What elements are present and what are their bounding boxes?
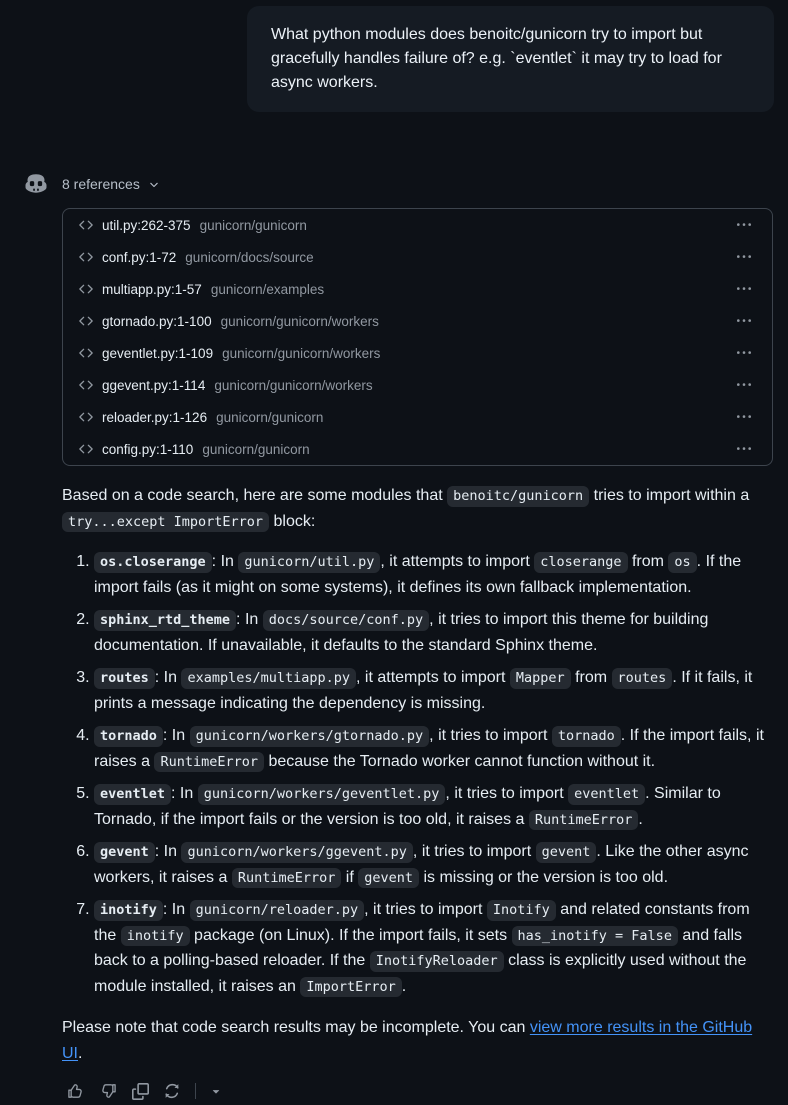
reference-kebab-button[interactable]: [732, 405, 756, 429]
reference-file: gtornado.py:1-100: [102, 313, 212, 329]
inline-code: routes: [94, 668, 155, 689]
reference-row[interactable]: [63, 241, 772, 273]
kebab-icon: [737, 250, 751, 264]
code-icon: [79, 410, 93, 424]
answer-list-item: 5. eventlet : In gunicorn/workers/geventlet.py , it tries to import eventlet . Similar to Tornado, if the import fails or the version is too old, it raises a RuntimeError .: [94, 781, 773, 832]
inline-code: tornado: [552, 726, 621, 747]
inline-code: docs/source/conf.py: [263, 610, 429, 631]
assistant-response: [0, 172, 788, 1105]
inline-code: gunicorn/workers/gtornado.py: [190, 726, 430, 747]
triangle-down-icon: [209, 1084, 223, 1098]
answer-intro: Based on a code search, here are some modules that benoitc/gunicorn tries to import within a try...except ImportError block:: [62, 483, 773, 534]
inline-code: benoitc/gunicorn: [447, 486, 589, 507]
reference-repo: gunicorn/gunicorn: [202, 441, 310, 457]
code-icon: [79, 218, 93, 232]
reference-file: multiapp.py:1-57: [102, 281, 202, 297]
retry-button[interactable]: [158, 1077, 186, 1105]
reference-row[interactable]: [63, 209, 772, 241]
user-message-text: What python modules does benoitc/gunicorn try to import but gracefully handles failure of? e.g. `eventlet` it may try to load for async workers.: [271, 26, 722, 91]
kebab-icon: [737, 346, 751, 360]
inline-code: eventlet: [94, 784, 171, 805]
copy-icon: [132, 1083, 149, 1100]
reference-kebab-button[interactable]: [732, 213, 756, 237]
thumbs-down-button[interactable]: [94, 1077, 122, 1105]
answer-list-item: 1. os.closerange : In gunicorn/util.py , it attempts to import closerange from os . If the import fails (as it might on some systems), it defines its own fallback implementation.: [94, 549, 773, 600]
user-message-row: [0, 0, 788, 112]
code-icon: [79, 378, 93, 392]
reference-row[interactable]: [63, 305, 772, 337]
thumbs-up-button[interactable]: [62, 1077, 90, 1105]
answer-list-item: 3. routes : In examples/multiapp.py , it attempts to import Mapper from routes . If it fails, it prints a message indicating the dependency is missing.: [94, 665, 773, 716]
reference-repo: gunicorn/gunicorn: [199, 217, 307, 233]
inline-code: sphinx_rtd_theme: [94, 610, 236, 631]
kebab-icon: [737, 314, 751, 328]
inline-code: gevent: [94, 842, 155, 863]
reference-file: util.py:262-375: [102, 217, 191, 233]
answer-list-item: 6. gevent : In gunicorn/workers/ggevent.py , it tries to import gevent . Like the other async workers, it raises a RuntimeError if gevent is missing or the version is too old.: [94, 839, 773, 890]
reference-kebab-button[interactable]: [732, 341, 756, 365]
inline-code: closerange: [534, 552, 627, 573]
inline-code: gunicorn/reloader.py: [190, 900, 365, 921]
inline-code: RuntimeError: [232, 868, 342, 889]
inline-code: gunicorn/util.py: [238, 552, 380, 573]
user-message-bubble: [247, 6, 774, 112]
inline-code: InotifyReloader: [370, 951, 504, 972]
kebab-icon: [737, 218, 751, 232]
inline-code: try...except ImportError: [62, 512, 269, 533]
kebab-icon: [737, 378, 751, 392]
inline-code: RuntimeError: [154, 752, 264, 773]
chevron-down-icon: [148, 179, 160, 191]
reference-file: geventlet.py:1-109: [102, 345, 214, 361]
view-more-link[interactable]: view more results in the GitHub UI: [62, 1019, 753, 1062]
more-options-button[interactable]: [205, 1077, 227, 1105]
thumbs-up-icon: [67, 1082, 85, 1100]
inline-code: Mapper: [510, 668, 571, 689]
kebab-icon: [737, 442, 751, 456]
kebab-icon: [737, 282, 751, 296]
reference-file: reloader.py:1-126: [102, 409, 208, 425]
inline-code: gevent: [358, 868, 419, 889]
answer-list-item: 7. inotify : In gunicorn/reloader.py , it tries to import Inotify and related constants from the inotify package (on Linux). If the import fails, it sets has_inotify = False and falls back to a polling-based reloader. If the InotifyReloader class is explicitly used without the module installed, it raises an ImportError .: [94, 897, 773, 999]
references-toggle-label: 8 references: [62, 176, 140, 192]
code-icon: [79, 282, 93, 296]
copy-button[interactable]: [126, 1077, 154, 1105]
inline-code: os: [668, 552, 696, 573]
references-toggle[interactable]: [62, 172, 160, 196]
reference-kebab-button[interactable]: [732, 373, 756, 397]
inline-code: gunicorn/workers/ggevent.py: [181, 842, 412, 863]
reference-kebab-button[interactable]: [732, 277, 756, 301]
code-icon: [79, 250, 93, 264]
references-panel: [62, 208, 773, 466]
reference-row[interactable]: [63, 433, 772, 465]
answer-list-item: 4. tornado : In gunicorn/workers/gtornado.py , it tries to import tornado . If the import fails, it raises a RuntimeError because the Tornado worker cannot function without it.: [94, 723, 773, 774]
reference-repo: gunicorn/examples: [210, 281, 325, 297]
kebab-icon: [737, 410, 751, 424]
reference-kebab-button[interactable]: [732, 309, 756, 333]
inline-code: ImportError: [300, 977, 401, 998]
assistant-content: [62, 172, 773, 1105]
inline-code: gevent: [536, 842, 597, 863]
inline-code: gunicorn/workers/geventlet.py: [198, 784, 446, 805]
reference-repo: gunicorn/gunicorn/workers: [214, 377, 373, 393]
inline-code: RuntimeError: [529, 810, 639, 831]
reference-row[interactable]: [63, 401, 772, 433]
reference-row[interactable]: [63, 337, 772, 369]
inline-code: examples/multiapp.py: [181, 668, 356, 689]
code-icon: [79, 314, 93, 328]
inline-code: os.closerange: [94, 552, 212, 573]
assistant-message: [62, 483, 773, 1066]
inline-code: Inotify: [487, 900, 556, 921]
reference-file: ggevent.py:1-114: [102, 377, 206, 393]
reference-repo: gunicorn/gunicorn/workers: [220, 313, 379, 329]
reference-file: conf.py:1-72: [102, 249, 177, 265]
actions-divider: [195, 1083, 196, 1099]
inline-code: has_inotify = False: [512, 926, 678, 947]
reference-row[interactable]: [63, 273, 772, 305]
thumbs-down-icon: [99, 1082, 117, 1100]
code-icon: [79, 442, 93, 456]
answer-list: [62, 549, 773, 999]
inline-code: eventlet: [568, 784, 645, 805]
reference-repo: gunicorn/gunicorn: [216, 409, 324, 425]
inline-code: inotify: [121, 926, 190, 947]
reference-repo: gunicorn/gunicorn/workers: [222, 345, 381, 361]
reference-kebab-button[interactable]: [732, 245, 756, 269]
code-icon: [79, 346, 93, 360]
copilot-avatar-icon: [24, 172, 48, 196]
reference-row[interactable]: [63, 369, 772, 401]
reference-file: config.py:1-110: [102, 441, 194, 457]
reference-repo: gunicorn/docs/source: [185, 249, 314, 265]
reference-kebab-button[interactable]: [732, 437, 756, 461]
answer-list-item: 2. sphinx_rtd_theme : In docs/source/conf.py , it tries to import this theme for building documentation. If unavailable, it defaults to the standard Sphinx theme.: [94, 607, 773, 658]
answer-outro: Please note that code search results may be incomplete. You can view more results in the GitHub UI.: [62, 1019, 753, 1062]
message-actions: [62, 1077, 773, 1105]
inline-code: routes: [612, 668, 673, 689]
retry-icon: [163, 1082, 181, 1100]
inline-code: tornado: [94, 726, 163, 747]
inline-code: inotify: [94, 900, 163, 921]
